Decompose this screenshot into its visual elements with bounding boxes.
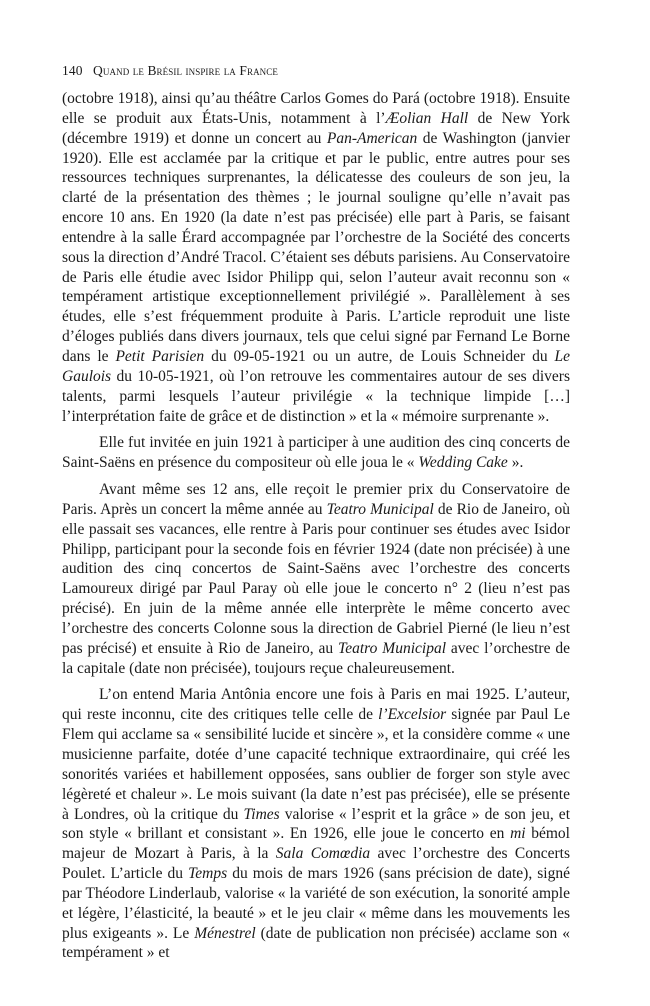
text-run: (date de publication non précisée) acclame son « tempérament » et bbox=[62, 924, 570, 962]
paragraph bbox=[62, 433, 570, 473]
text-run: de New York (décembre 1919) et donne un concert au bbox=[62, 109, 571, 147]
text-run: avec l’orchestre des Concerts Poulet. L’article du bbox=[62, 845, 571, 883]
italic-text: Æolian Hall bbox=[385, 109, 469, 127]
paragraph bbox=[62, 89, 570, 426]
page-number: 140 bbox=[62, 63, 83, 78]
book-page bbox=[62, 62, 570, 963]
text-run: valorise « l’esprit et la grâce » de son jeu, et son style « brillant et consistant ». En 1926, elle joue le concerto en bbox=[62, 805, 570, 843]
italic-text: Teatro Municipal bbox=[338, 639, 446, 657]
italic-text: Wedding Cake bbox=[418, 454, 508, 472]
text-run: Elle fut invitée en juin 1921 à participer à une audition des cinq concerts de Saint-Saëns en présence du compositeur où elle joua le « bbox=[62, 434, 570, 472]
italic-text: Temps bbox=[188, 865, 228, 883]
italic-text: Pan-American bbox=[326, 129, 418, 147]
text-run: signée par Paul Le Flem qui acclame sa « sensibilité lucide et sincère », et la considère comme « une musicienne parfaite, dotée d’une capacité technique extraordinaire, qui créé les sonorités variées et habillement opposées, sans oublier de forger son style avec légèreté et chaleur ». Le mois suivant (la date n’est pas précisée), elle se présente à Londres, où la critique du bbox=[62, 706, 571, 823]
text-run: du mois de mars 1926 (sans précision de date), signé par Théodore Linderlaub, valorise « la variété de son exécution, la sonorité ample et légère, l’élasticité, la beauté » et le jeu clair « même dans les mouvements les plus exigeants ». Le bbox=[62, 865, 570, 942]
text-run: (octobre 1918), ainsi qu’au théâtre Carlos Gomes do Pará (octobre 1918). Ensuite elle se produit aux États-Unis, notamment à l’ bbox=[62, 90, 570, 127]
italic-text: Teatro Municipal bbox=[326, 500, 434, 518]
italic-text: Times bbox=[243, 805, 280, 823]
text-run: Avant même ses 12 ans, elle reçoit le premier prix du Conservatoire de Paris. Après un concert la même année au bbox=[62, 481, 570, 518]
body-text bbox=[62, 89, 570, 963]
running-header bbox=[62, 62, 570, 80]
italic-text: l’Excelsior bbox=[378, 706, 447, 724]
text-run: ». bbox=[507, 454, 524, 472]
italic-text: Sala Comœdia bbox=[275, 845, 371, 863]
italic-text: mi bbox=[510, 825, 526, 843]
italic-text: Petit Parisien bbox=[115, 347, 205, 365]
text-run: du 10-05-1921, où l’on retrouve les commentaires autour de ses divers talents, parmi lesquels l’auteur privilégie « la technique limpide […] l’interprétation faite de grâce et de distinction » et la « mémoire surprenante ». bbox=[62, 367, 570, 425]
text-run: avec l’orchestre de la capitale (date non précisée), toujours reçue chaleureusement. bbox=[62, 639, 570, 677]
italic-text: Ménestrel bbox=[194, 924, 256, 942]
text-run: de Washington (janvier 1920). Elle est acclamée par la critique et par le public, entre autres pour ses ressources techniques surprenantes, la délicatesse des couleurs de son jeu, la clarté de la présentation des thèmes ; le journal souligne qu’elle n’avait pas encore 10 ans. En 1920 (la date n’est pas précisée) elle part à Paris, se faisant entendre à la salle Érard accompagnée par l’orchestre de la Société des concerts sous la direction d’André Tracol. C’étaient ses débuts parisiens. Au Conservatoire de Paris elle étudie avec Isidor Philipp qui, selon l’auteur avait reconnu son « tempérament artistique exceptionnellement privilégié ». Parallèlement à ses études, elle s’est fréquemment produite à Paris. L’article reproduit une liste d’éloges publiés dans divers journaux, tels que celui signé par Fernand Le Borne dans le bbox=[62, 129, 570, 365]
italic-text: Le Gaulois bbox=[62, 347, 570, 385]
running-title: Quand le Brésil inspire la France bbox=[93, 63, 278, 78]
paragraph bbox=[62, 480, 570, 678]
paragraph bbox=[62, 685, 570, 963]
text-run: bémol majeur de Mozart à Paris, à la bbox=[62, 825, 570, 863]
text-run: de Rio de Janeiro, où elle passait ses vacances, elle rentre à Paris pour continuer ses études avec Isidor Philipp, participant pour la seconde fois en février 1924 (date non précisée) à une audition des cinq concertos de Saint-Saëns avec l’orchestre des concerts Lamoureux dirigé par Paul Paray où elle joue le concerto n° 2 (lieu n’est pas précisé). En juin de la même année elle interprète le même concerto avec l’orchestre des concerts Colonne sous la direction de Gabriel Pierné (le lieu n’est pas précisé) et ensuite à Rio de Janeiro, au bbox=[62, 500, 570, 657]
text-run: du 09-05-1921 ou un autre, de Louis Schneider du bbox=[204, 347, 555, 365]
text-run: L’on entend Maria Antônia encore une fois à Paris en mai 1925. L’auteur, qui reste inconnu, cite des critiques telle celle de bbox=[62, 686, 570, 724]
